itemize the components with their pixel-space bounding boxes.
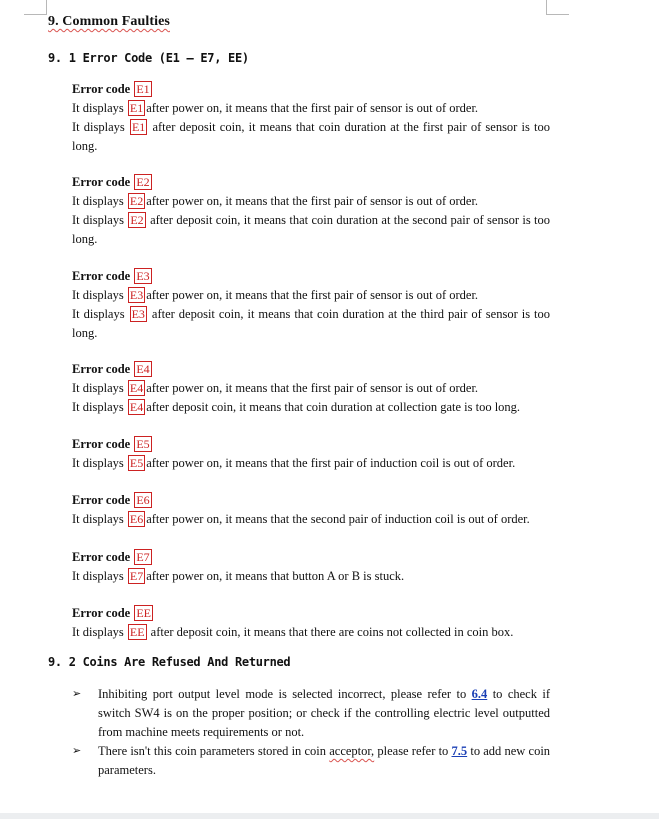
document-page: 9. Common Faulties 9. 1 Error Code (E1 – E7, EE) Error code E1 It displays E1 after power on, it means that the first pair of sensor is out of order. It displays E1 after deposit coin, it means that coin duration at the first pair of sensor is too long. Error code E2 It displays E2 after power on, it means that the first pair of sensor is out of order. It displays E2 after deposit coin, it means that coin duration at the second pair of sensor is too long. Error code E3 It displays E3 after power on, it means that the first pair of sensor is out of order. It displays E3 after deposit coin, it means that coin duration at the third pair of sensor is too long. Error code E4 It displays E4 after power on, it means that the first pair of sensor is out of order. It displays E4 after deposit coin, it means that coin duration at collection gate is too long. Error code E5 It displays E5 after power on, it means that the first pair of induction coil is out of order. Error code E6 It displays E6 after power on, it means that the second pair of induction coil is out of order. Error code E7 It displays E7 after power on, it means that button A or B is stuck. Error code EE It displays EE after deposit coin, it means that there are coins not collected in coin box. 9. 2 Coins Are Refused And Returned ➢ Inhibiting port output level mode is selected incorrect, please refer to 6.4 to check if switch SW4 is on the proper position; or check if the controlling electric level outputted from machine meets requirements or not. ➢ There isn't this coin parameters stored in coin acceptor, please refer to 7.5 to add new coin parameters.	[0, 0, 659, 813]
arrow-bullet-icon: ➢	[72, 745, 82, 757]
error-code-block: Error code E1 It displays E1 after power on, it means that the first pair of sensor is out of order. It displays E1 after deposit coin, it means that coin duration at the first pair of sensor is too long.	[72, 82, 550, 153]
error-code-block: Error code E3 It displays E3 after power on, it means that the first pair of sensor is out of order. It displays E3 after deposit coin, it means that coin duration at the third pair of sensor is too long.	[72, 269, 551, 340]
error-code-badge: E5	[129, 456, 144, 470]
error-code-badge: EE	[136, 606, 151, 620]
chapter-heading: 9. Common Faulties	[48, 14, 170, 29]
error-code-badge: E4	[136, 362, 150, 376]
error-code-badge: E2	[136, 175, 150, 189]
error-code-badge: E4	[129, 400, 144, 414]
error-code-block: Error code E2 It displays E2 after power on, it means that the first pair of sensor is out of order. It displays E2 after deposit coin, it means that coin duration at the second pair of sensor is too long.	[72, 175, 551, 246]
error-code-badge: E3	[136, 269, 150, 283]
error-code-badge: E6	[129, 512, 144, 526]
error-code-block: Error code E5 It displays E5 after power on, it means that the first pair of induction coil is out of order.	[72, 437, 516, 470]
error-code-badge: E1	[129, 101, 144, 115]
section-9-1-heading: 9. 1 Error Code (E1 – E7, EE)	[48, 51, 249, 65]
error-code-block: Error code E6 It displays E6 after power on, it means that the second pair of induction coil is out of order.	[72, 493, 530, 526]
error-code-badge: E2	[130, 213, 144, 227]
error-code-badge: E5	[136, 437, 150, 451]
error-code-badge: E1	[131, 120, 146, 134]
error-code-badge: E2	[129, 194, 144, 208]
error-code-badge: E7	[136, 550, 150, 564]
crop-mark-top-left	[24, 0, 47, 15]
error-code-block: Error code EE It displays EE after deposit coin, it means that there are coins not collected in coin box.	[72, 606, 514, 639]
section-reference-link[interactable]: 6.4	[471, 687, 488, 701]
arrow-bullet-icon: ➢	[72, 688, 82, 700]
error-code-badge: E3	[129, 288, 144, 302]
error-code-block: Error code E4 It displays E4 after power on, it means that the first pair of sensor is out of order. It displays E4 after deposit coin, it means that coin duration at collection gate is too long.	[72, 362, 521, 414]
section-reference-link[interactable]: 7.5	[451, 744, 468, 758]
error-code-badge: E4	[129, 381, 144, 395]
error-code-badge: E6	[136, 493, 150, 507]
error-code-block: Error code E7 It displays E7 after power on, it means that button A or B is stuck.	[72, 550, 405, 583]
error-code-badge: E3	[131, 307, 145, 321]
error-code-badge: E1	[136, 82, 150, 96]
crop-mark-top-right	[546, 0, 569, 15]
error-code-badge: E7	[129, 569, 144, 583]
error-code-badge: EE	[129, 625, 145, 639]
section-9-2-heading: 9. 2 Coins Are Refused And Returned	[48, 655, 291, 669]
